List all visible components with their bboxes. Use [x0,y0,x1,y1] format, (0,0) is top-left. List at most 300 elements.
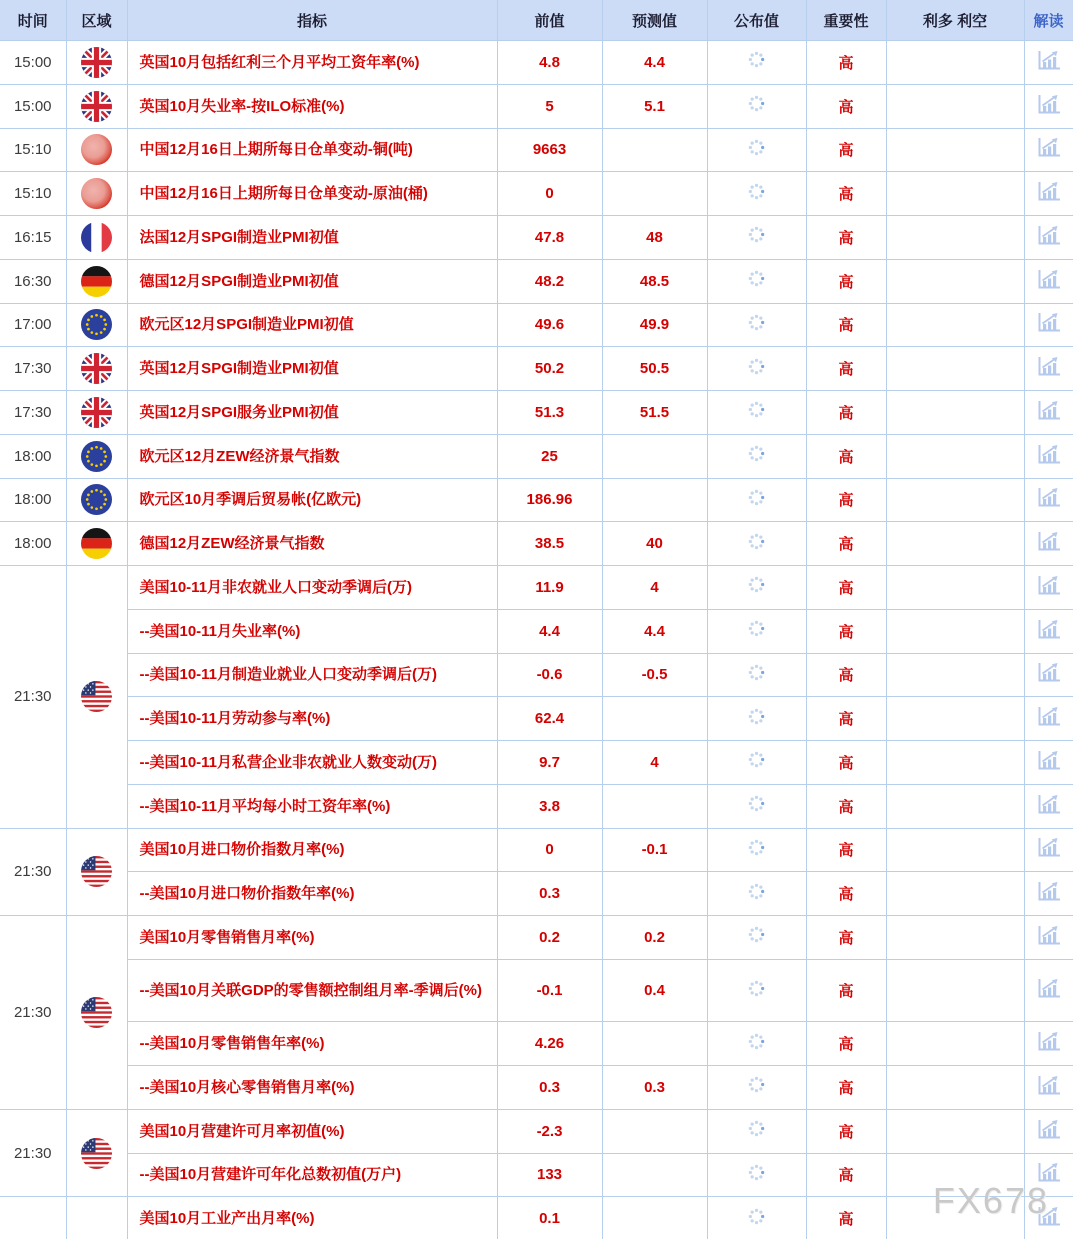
forecast-value [602,1109,707,1153]
table-row [0,216,1073,260]
previous-value: 4.8 [497,41,602,85]
published-cell [707,216,806,260]
previous-value: 133 [497,1153,602,1197]
time-cell: 17:00 [0,303,66,347]
loading-spinner-icon [748,1208,765,1225]
indicator-label: 欧元区12月SPGI制造业PMI初值 [127,303,497,347]
time-cell: 21:30 [0,916,66,1110]
forecast-value [602,697,707,741]
region-cell [66,1109,127,1197]
table-row [0,1153,1073,1197]
chart-interpret-icon[interactable] [1035,879,1062,903]
forecast-value: 0.2 [602,916,707,960]
importance-badge: 高 [806,41,886,85]
forecast-value: -0.5 [602,653,707,697]
importance-badge: 高 [806,478,886,522]
loading-spinner-icon [748,139,765,156]
previous-value: 51.3 [497,391,602,435]
uk-flag-icon [81,397,112,428]
bias-cell [886,653,1024,697]
table-row [0,391,1073,435]
chart-interpret-icon[interactable] [1035,1073,1062,1097]
importance-badge: 高 [806,1153,886,1197]
importance-badge: 高 [806,522,886,566]
region-cell [66,303,127,347]
table-row [0,1022,1073,1066]
forecast-value: 0.4 [602,959,707,1022]
interpret-cell [1024,1022,1073,1066]
event-rows [0,41,1073,1239]
importance-badge: 高 [806,259,886,303]
previous-value: 186.96 [497,478,602,522]
col-header-region: 区域 [66,0,127,41]
previous-value: 9663 [497,128,602,172]
bias-cell [886,84,1024,128]
importance-badge: 高 [806,916,886,960]
indicator-label: --美国10月零售销售年率(%) [127,1022,497,1066]
loading-spinner-icon [748,708,765,725]
importance-badge: 高 [806,84,886,128]
previous-value: 4.4 [497,609,602,653]
time-cell: 21:30 [0,1109,66,1197]
previous-value: 3.8 [497,784,602,828]
table-row [0,828,1073,872]
time-cell: 21:30 [0,566,66,829]
time-cell: 17:30 [0,347,66,391]
bias-cell [886,916,1024,960]
interpret-cell [1024,259,1073,303]
importance-badge: 高 [806,1109,886,1153]
importance-badge: 高 [806,391,886,435]
indicator-label: --美国10-11月平均每小时工资年率(%) [127,784,497,828]
table-row [0,1109,1073,1153]
loading-spinner-icon [748,980,765,997]
interpret-cell [1024,916,1073,960]
loading-spinner-icon [748,489,765,506]
table-row [0,697,1073,741]
eu-flag-icon [81,441,112,472]
importance-badge: 高 [806,653,886,697]
table-row [0,784,1073,828]
published-cell [707,741,806,785]
loading-spinner-icon [748,1164,765,1181]
loading-spinner-icon [748,1076,765,1093]
chart-interpret-icon[interactable] [1035,485,1062,509]
importance-badge: 高 [806,303,886,347]
table-row [0,522,1073,566]
loading-spinner-icon [748,51,765,68]
indicator-label: --美国10月核心零售销售月率(%) [127,1066,497,1110]
previous-value: -0.1 [497,959,602,1022]
published-cell [707,697,806,741]
table-row [0,1066,1073,1110]
bias-cell [886,1109,1024,1153]
forecast-value: 4.4 [602,41,707,85]
table-row [0,916,1073,960]
chart-interpret-icon[interactable] [1035,1029,1062,1053]
germany-flag-icon [81,266,112,297]
published-cell [707,1109,806,1153]
published-cell [707,41,806,85]
importance-badge: 高 [806,566,886,610]
forecast-value: 5.1 [602,84,707,128]
loading-spinner-icon [748,1120,765,1137]
table-row [0,434,1073,478]
col-header-previous: 前值 [497,0,602,41]
importance-badge: 高 [806,609,886,653]
bias-cell [886,259,1024,303]
previous-value: 62.4 [497,697,602,741]
published-cell [707,872,806,916]
us-flag-icon [81,856,112,887]
time-cell: 15:00 [0,84,66,128]
loading-spinner-icon [748,926,765,943]
interpret-cell [1024,697,1073,741]
table-row [0,959,1073,1022]
bias-cell [886,959,1024,1022]
interpret-cell [1024,741,1073,785]
us-flag-icon [81,1138,112,1169]
published-cell [707,84,806,128]
previous-value: 50.2 [497,347,602,391]
forecast-value: 48 [602,216,707,260]
importance-badge: 高 [806,128,886,172]
indicator-label: 美国10-11月非农就业人口变动季调后(万) [127,566,497,610]
chart-interpret-icon[interactable] [1035,135,1062,159]
table-row [0,172,1073,216]
chart-interpret-icon[interactable] [1035,748,1062,772]
loading-spinner-icon [748,795,765,812]
region-cell [66,128,127,172]
published-cell [707,434,806,478]
indicator-label: 德国12月ZEW经济景气指数 [127,522,497,566]
col-header-forecast: 预测值 [602,0,707,41]
interpret-cell [1024,653,1073,697]
bias-cell [886,609,1024,653]
col-header-published: 公布值 [707,0,806,41]
loading-spinner-icon [748,751,765,768]
interpret-cell [1024,828,1073,872]
chart-interpret-icon[interactable] [1035,398,1062,422]
loading-spinner-icon [748,1033,765,1050]
forecast-value: 4 [602,566,707,610]
published-cell [707,172,806,216]
previous-value: 48.2 [497,259,602,303]
loading-spinner-icon [748,664,765,681]
col-header-interpret: 解读 [1024,0,1073,41]
uk-flag-icon [81,91,112,122]
table-row [0,41,1073,85]
published-cell [707,784,806,828]
chart-interpret-icon[interactable] [1035,223,1062,247]
previous-value: 25 [497,434,602,478]
region-cell [66,522,127,566]
loading-spinner-icon [748,620,765,637]
forecast-value [602,784,707,828]
bias-cell [886,434,1024,478]
indicator-label: 法国12月SPGI制造业PMI初值 [127,216,497,260]
interpret-cell [1024,128,1073,172]
chart-interpret-icon[interactable] [1035,310,1062,334]
indicator-label: 英国10月包括红利三个月平均工资年率(%) [127,41,497,85]
uk-flag-icon [81,47,112,78]
chart-interpret-icon[interactable] [1035,529,1062,553]
previous-value: -2.3 [497,1109,602,1153]
indicator-label: --美国10-11月私营企业非农就业人数变动(万) [127,741,497,785]
interpret-cell [1024,522,1073,566]
previous-value: 0 [497,828,602,872]
bias-cell [886,391,1024,435]
time-cell: 16:30 [0,259,66,303]
importance-badge: 高 [806,1022,886,1066]
loading-spinner-icon [748,183,765,200]
indicator-label: 德国12月SPGI制造业PMI初值 [127,259,497,303]
table-row [0,259,1073,303]
chart-interpret-icon[interactable] [1035,792,1062,816]
importance-badge: 高 [806,172,886,216]
published-cell [707,1153,806,1197]
col-header-importance: 重要性 [806,0,886,41]
indicator-label: --美国10-11月失业率(%) [127,609,497,653]
bias-cell [886,784,1024,828]
published-cell [707,609,806,653]
published-cell [707,566,806,610]
bias-cell [886,216,1024,260]
previous-value: 49.6 [497,303,602,347]
header-row [0,0,1073,41]
interpret-cell [1024,566,1073,610]
indicator-label: --美国10月营建许可年化总数初值(万户) [127,1153,497,1197]
bias-cell [886,172,1024,216]
chart-interpret-icon[interactable] [1035,179,1062,203]
previous-value: 0.1 [497,1197,602,1239]
time-cell: 18:00 [0,434,66,478]
previous-value: 0.3 [497,1066,602,1110]
loading-spinner-icon [748,314,765,331]
importance-badge: 高 [806,828,886,872]
table-row [0,478,1073,522]
interpret-cell [1024,216,1073,260]
table-row [0,347,1073,391]
indicator-label: 美国10月零售销售月率(%) [127,916,497,960]
importance-badge: 高 [806,741,886,785]
region-cell [66,916,127,1110]
bias-cell [886,41,1024,85]
chart-interpret-icon[interactable] [1035,573,1062,597]
chart-interpret-icon[interactable] [1035,48,1062,72]
region-cell [66,566,127,829]
region-cell [66,478,127,522]
previous-value: -0.6 [497,653,602,697]
published-cell [707,1022,806,1066]
previous-value: 0 [497,172,602,216]
chart-interpret-icon[interactable] [1035,923,1062,947]
indicator-label: 中国12月16日上期所每日仓单变动-铜(吨) [127,128,497,172]
chart-interpret-icon[interactable] [1035,835,1062,859]
importance-badge: 高 [806,1197,886,1239]
indicator-label: 中国12月16日上期所每日仓单变动-原油(桶) [127,172,497,216]
bias-cell [886,1066,1024,1110]
col-header-bias: 利多 利空 [886,0,1024,41]
indicator-label: --美国10月关联GDP的零售额控制组月率-季调后(%) [127,959,497,1022]
chart-interpret-icon[interactable] [1035,354,1062,378]
chart-interpret-icon[interactable] [1035,704,1062,728]
published-cell [707,916,806,960]
eu-flag-icon [81,484,112,515]
indicator-label: --美国10-11月劳动参与率(%) [127,697,497,741]
importance-badge: 高 [806,872,886,916]
bias-cell [886,741,1024,785]
region-cell [66,172,127,216]
interpret-cell [1024,872,1073,916]
bias-cell [886,303,1024,347]
time-cell: 18:00 [0,478,66,522]
interpret-cell [1024,347,1073,391]
loading-spinner-icon [748,839,765,856]
loading-spinner-icon [748,226,765,243]
previous-value: 9.7 [497,741,602,785]
importance-badge: 高 [806,959,886,1022]
china-flag-blurred-icon [81,134,112,165]
uk-flag-icon [81,353,112,384]
bias-cell [886,128,1024,172]
forecast-value: 40 [602,522,707,566]
bias-cell [886,828,1024,872]
table-row [0,1197,1073,1239]
published-cell [707,128,806,172]
region-cell [66,391,127,435]
importance-badge: 高 [806,1066,886,1110]
interpret-cell [1024,784,1073,828]
table-row [0,653,1073,697]
interpret-cell [1024,434,1073,478]
forecast-value: 0.3 [602,1066,707,1110]
indicator-label: 英国12月SPGI制造业PMI初值 [127,347,497,391]
published-cell [707,522,806,566]
indicator-label: 美国10月工业产出月率(%) [127,1197,497,1239]
chart-interpret-icon[interactable] [1035,976,1062,1000]
indicator-label: 欧元区12月ZEW经济景气指数 [127,434,497,478]
table-row [0,609,1073,653]
forecast-value [602,1153,707,1197]
region-cell [66,259,127,303]
published-cell [707,653,806,697]
chart-interpret-icon[interactable] [1035,1117,1062,1141]
indicator-label: --美国10月进口物价指数年率(%) [127,872,497,916]
bias-cell [886,522,1024,566]
time-cell: 21:30 [0,828,66,916]
fx678-watermark: FX678 [932,1180,1049,1221]
previous-value: 4.26 [497,1022,602,1066]
region-cell [66,347,127,391]
published-cell [707,478,806,522]
bias-cell [886,697,1024,741]
table-row [0,303,1073,347]
previous-value: 38.5 [497,522,602,566]
previous-value: 11.9 [497,566,602,610]
col-header-indicator: 指标 [127,0,497,41]
region-cell [66,41,127,85]
time-cell: 15:00 [0,41,66,85]
loading-spinner-icon [748,401,765,418]
indicator-label: 美国10月营建许可月率初值(%) [127,1109,497,1153]
indicator-label: 英国12月SPGI服务业PMI初值 [127,391,497,435]
table-row [0,872,1073,916]
chart-interpret-icon[interactable] [1035,267,1062,291]
loading-spinner-icon [748,270,765,287]
published-cell [707,259,806,303]
chart-interpret-icon[interactable] [1035,617,1062,641]
col-header-time: 时间 [0,0,66,41]
eu-flag-icon [81,309,112,340]
interpret-cell [1024,303,1073,347]
published-cell [707,1066,806,1110]
importance-badge: 高 [806,216,886,260]
us-flag-icon [81,997,112,1028]
table-row [0,128,1073,172]
forecast-value: 48.5 [602,259,707,303]
loading-spinner-icon [748,883,765,900]
indicator-label: 英国10月失业率-按ILO标准(%) [127,84,497,128]
published-cell [707,303,806,347]
published-cell [707,959,806,1022]
forecast-value: 50.5 [602,347,707,391]
chart-interpret-icon[interactable] [1035,442,1062,466]
interpret-cell [1024,959,1073,1022]
interpret-cell [1024,41,1073,85]
forecast-value [602,478,707,522]
chart-interpret-icon[interactable] [1035,92,1062,116]
interpret-cell [1024,609,1073,653]
previous-value: 0.3 [497,872,602,916]
region-cell [66,1197,127,1239]
previous-value: 5 [497,84,602,128]
loading-spinner-icon [748,358,765,375]
importance-badge: 高 [806,434,886,478]
interpret-cell [1024,84,1073,128]
forecast-value [602,172,707,216]
interpret-cell [1024,478,1073,522]
france-flag-icon [81,222,112,253]
importance-badge: 高 [806,697,886,741]
us-flag-icon [81,681,112,712]
interpret-cell [1024,391,1073,435]
germany-flag-icon [81,528,112,559]
forecast-value [602,1022,707,1066]
time-cell: 18:00 [0,522,66,566]
loading-spinner-icon [748,445,765,462]
previous-value: 47.8 [497,216,602,260]
region-cell [66,828,127,916]
bias-cell [886,872,1024,916]
region-cell [66,216,127,260]
china-flag-blurred-icon [81,178,112,209]
loading-spinner-icon [748,576,765,593]
interpret-cell [1024,1066,1073,1110]
importance-badge: 高 [806,347,886,391]
bias-cell [886,347,1024,391]
time-cell: 15:10 [0,128,66,172]
forecast-value [602,434,707,478]
interpret-cell [1024,1109,1073,1153]
indicator-label: 美国10月进口物价指数月率(%) [127,828,497,872]
table-row [0,741,1073,785]
forecast-value: 49.9 [602,303,707,347]
forecast-value: 4.4 [602,609,707,653]
chart-interpret-icon[interactable] [1035,660,1062,684]
forecast-value: 4 [602,741,707,785]
loading-spinner-icon [748,95,765,112]
